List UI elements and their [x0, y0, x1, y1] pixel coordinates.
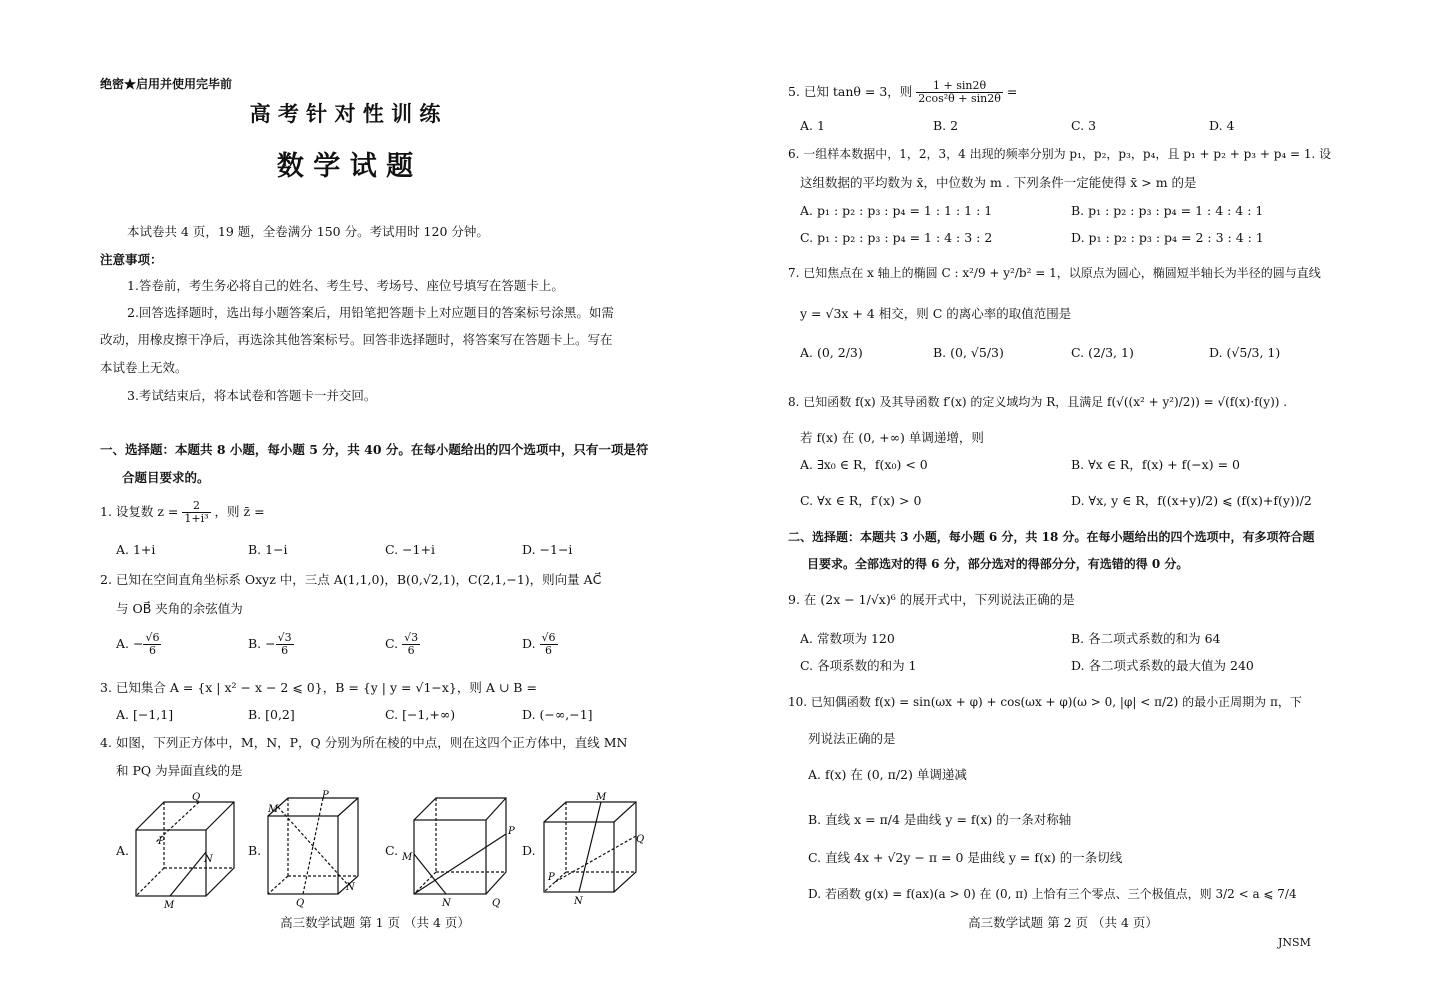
- question-3: 3. 已知集合 A = {x | x² − x − 2 ⩽ 0}，B = {y | y = √1−x}，则 A ∪ B =: [100, 680, 537, 695]
- q2-option-b: [248, 632, 294, 657]
- section-2-heading: 二、选择题：本题共 3 小题，每小题 6 分，共 18 分。在每小题给出的四个选项中，有多项符合题: [788, 530, 1315, 544]
- cube-a-label-p: P: [158, 836, 165, 847]
- q8-option-d: D. ∀x, y ∈ R，f((x+y)/2) ⩽ (f(x)+f(y))/2: [1071, 493, 1312, 508]
- q5-option-d: D. 4: [1209, 118, 1235, 133]
- q2-a-num: √6: [145, 631, 160, 644]
- cube-a-label-n: N: [204, 854, 213, 865]
- q6-option-c: C. p₁ : p₂ : p₃ : p₄ = 1 : 4 : 3 : 2: [800, 230, 993, 245]
- q1-prefix: 1. 设复数 z =: [100, 504, 179, 519]
- q4-option-a: A.: [116, 843, 130, 858]
- cube-d-label-m: M: [596, 792, 607, 803]
- q4-option-c: C.: [385, 843, 399, 858]
- q5-numerator: 1 + sin2θ: [916, 80, 1003, 93]
- cube-a-figure: [130, 790, 240, 910]
- question-7-cont: y = √3x + 4 相交，则 C 的离心率的取值范围是: [800, 306, 1072, 321]
- q6-option-d: D. p₁ : p₂ : p₃ : p₄ = 2 : 3 : 4 : 1: [1071, 230, 1264, 245]
- q2-option-d-label: D.: [522, 636, 536, 651]
- q7-option-c: C. (2/3, 1): [1071, 345, 1134, 360]
- q4-option-b: B.: [248, 843, 262, 858]
- question-1: [100, 500, 265, 525]
- q1-option-d: D. −1−i: [522, 542, 573, 557]
- cube-b-label-p: P: [322, 790, 329, 801]
- q9-option-a: A. 常数项为 120: [800, 631, 895, 646]
- note-1: 1.答卷前，考生务必将自己的姓名、考生号、考场号、座位号填写在答题卡上。: [127, 278, 564, 293]
- q7-option-b: B. (0, √5/3): [933, 345, 1004, 360]
- section-1-heading-cont: 合题目要求的。: [122, 470, 210, 485]
- q3-option-a: A. [−1,1]: [116, 707, 174, 722]
- q4-option-d: D.: [522, 843, 536, 858]
- exam-title: 高 考 针 对 性 训 练: [249, 101, 441, 126]
- q8-option-c: C. ∀x ∈ R，f′(x) > 0: [800, 493, 922, 508]
- q9-option-b: B. 各二项式系数的和为 64: [1071, 631, 1221, 646]
- q5-denominator: 2cos²θ + sin2θ: [918, 92, 1001, 105]
- q3-option-d: D. (−∞,−1]: [522, 707, 593, 722]
- confidential-note: 绝密★启用并使用完毕前: [100, 77, 233, 91]
- q6-option-a: A. p₁ : p₂ : p₃ : p₄ = 1 : 1 : 1 : 1: [800, 203, 993, 218]
- q2-option-c-label: C.: [385, 636, 399, 651]
- q5-suffix: =: [1006, 84, 1018, 99]
- subject-title: 数 学 试 题: [276, 151, 414, 182]
- q10-option-d: D. 若函数 g(x) = f(ax)(a > 0) 在 (0, π) 上恰有三个零点、三个极值点，则 3/2 < a ⩽ 7/4: [808, 887, 1297, 901]
- q9-option-d: D. 各二项式系数的最大值为 240: [1071, 658, 1254, 673]
- q10-option-b: B. 直线 x = π/4 是曲线 y = f(x) 的一条对称轴: [808, 812, 1072, 827]
- q7-option-d: D. (√5/3, 1): [1209, 345, 1281, 360]
- q3-option-b: B. [0,2]: [248, 707, 295, 722]
- q1-option-b: B. 1−i: [248, 542, 288, 557]
- q2-option-a: [116, 632, 161, 657]
- cube-c-figure: [398, 790, 513, 910]
- cube-a-label-q: Q: [192, 792, 201, 803]
- note-2b: 改动，用橡皮擦干净后，再选涂其他答案标号。回答非选择题时，将答案写在答题卡上。写在: [100, 332, 613, 347]
- question-10-cont: 列说法正确的是: [808, 731, 896, 746]
- question-8-cont: 若 f(x) 在 (0, +∞) 单调递增，则: [800, 430, 984, 445]
- paper-code: JNSM: [1278, 936, 1311, 949]
- left-page-footer: 高三数学试题 第 1 页 （共 4 页）: [280, 915, 470, 930]
- q10-option-c: C. 直线 4x + √2y − π = 0 是曲线 y = f(x) 的一条切线: [808, 850, 1123, 865]
- q6-option-b: B. p₁ : p₂ : p₃ : p₄ = 1 : 4 : 4 : 1: [1071, 203, 1264, 218]
- section-1-heading: 一、选择题：本题共 8 小题，每小题 5 分，共 40 分。在每小题给出的四个选项中，只有一项是符: [100, 442, 649, 457]
- q2-option-b-label: B. −: [248, 636, 276, 651]
- q3-option-c: C. [−1,+∞): [385, 707, 456, 722]
- q2-option-c: [385, 632, 420, 657]
- question-6: 6. 一组样本数据中，1，2，3，4 出现的频率分别为 p₁，p₂，p₃，p₄，且 p₁ + p₂ + p₃ + p₄ = 1. 设: [788, 147, 1332, 161]
- q5-prefix: 5. 已知 tanθ = 3，则: [788, 84, 913, 99]
- q1-option-a: A. 1+i: [116, 542, 156, 557]
- q1-numerator: 2: [182, 500, 210, 513]
- cube-c-label-q: Q: [492, 898, 501, 909]
- cube-d-label-p: P: [548, 872, 555, 883]
- q5-option-c: C. 3: [1071, 118, 1097, 133]
- cube-d-figure: [538, 790, 648, 910]
- question-7: 7. 已知焦点在 x 轴上的椭圆 C : x²/9 + y²/b² = 1，以原点为圆心，椭圆短半轴长为半径的圆与直线: [788, 266, 1321, 280]
- cube-b-label-n: N: [346, 882, 355, 893]
- question-4-cont: 和 PQ 为异面直线的是: [116, 763, 243, 778]
- section-2-heading-cont: 目要求。全部选对的得 6 分，部分选对的得部分分，有选错的得 0 分。: [807, 557, 1189, 571]
- q1-suffix: ，则 z̄ =: [214, 504, 265, 519]
- q1-denominator: 1+i³: [184, 512, 209, 525]
- q8-option-b: B. ∀x ∈ R，f(x) + f(−x) = 0: [1071, 457, 1240, 472]
- cube-b-figure: [262, 790, 372, 910]
- q7-option-a: A. (0, 2/3): [800, 345, 863, 360]
- intro-text: 本试卷共 4 页，19 题，全卷满分 150 分。考试用时 120 分钟。: [127, 224, 489, 239]
- question-5: [788, 80, 1017, 105]
- notes-heading: 注意事项：: [100, 252, 163, 267]
- q5-option-a: A. 1: [800, 118, 825, 133]
- cube-b-label-q: Q: [296, 898, 305, 909]
- q5-option-b: B. 2: [933, 118, 959, 133]
- q2-option-d: [522, 632, 558, 657]
- q8-option-a: A. ∃x₀ ∈ R，f(x₀) < 0: [800, 457, 928, 472]
- cube-b-label-m: M: [268, 804, 279, 815]
- question-10: 10. 已知偶函数 f(x) = sin(ωx + φ) + cos(ωx + φ)(ω > 0, |φ| < π/2) 的最小正周期为 π，下: [788, 695, 1302, 709]
- q2-b-den: 6: [281, 644, 289, 657]
- cube-d-label-n: N: [574, 896, 583, 907]
- q2-d-den: 6: [545, 644, 553, 657]
- q2-c-den: 6: [407, 644, 415, 657]
- note-2a: 2.回答选择题时，选出每小题答案后，用铅笔把答题卡上对应题目的答案标号涂黑。如需: [127, 305, 614, 320]
- question-4: 4. 如图，下列正方体中，M，N，P，Q 分别为所在棱的中点，则在这四个正方体中，直线 MN: [100, 735, 628, 750]
- question-6-cont: 这组数据的平均数为 x̄，中位数为 m . 下列条件一定能使得 x̄ > m 的是: [800, 175, 1197, 190]
- q2-b-num: √3: [277, 631, 292, 644]
- cube-c-label-n: N: [442, 898, 451, 909]
- q10-option-a: A. f(x) 在 (0, π/2) 单调递减: [808, 767, 967, 782]
- right-page: [718, 0, 1437, 1002]
- q1-fraction: [182, 500, 210, 525]
- cube-c-label-m: M: [402, 852, 413, 863]
- question-9: 9. 在 (2x − 1/√x)⁶ 的展开式中，下列说法正确的是: [788, 592, 1075, 607]
- cube-c-label-p: P: [508, 826, 515, 837]
- q9-option-c: C. 各项系数的和为 1: [800, 658, 917, 673]
- q2-option-a-label: A. −: [116, 636, 144, 651]
- q2-c-num: √3: [404, 631, 419, 644]
- q2-a-den: 6: [148, 644, 156, 657]
- left-page: [0, 0, 700, 1002]
- question-2: 2. 已知在空间直角坐标系 Oxyz 中，三点 A(1,1,0)，B(0,√2,1)，C(2,1,−1)，则向量 AC⃗: [100, 572, 602, 587]
- right-page-footer: 高三数学试题 第 2 页 （共 4 页）: [968, 915, 1158, 930]
- question-2-cont: 与 OB⃗ 夹角的余弦值为: [116, 601, 243, 616]
- q1-option-c: C. −1+i: [385, 542, 435, 557]
- note-3: 3.考试结束后，将本试卷和答题卡一并交回。: [127, 388, 377, 403]
- cube-a-label-m: M: [164, 900, 175, 911]
- question-8: 8. 已知函数 f(x) 及其导函数 f′(x) 的定义域均为 R，且满足 f(√((x² + y²)/2)) = √(f(x)·f(y)) .: [788, 395, 1288, 409]
- q2-d-num: √6: [541, 631, 556, 644]
- q5-fraction: [916, 80, 1003, 105]
- cube-d-label-q: Q: [636, 834, 645, 845]
- note-2c: 本试卷上无效。: [100, 360, 188, 375]
